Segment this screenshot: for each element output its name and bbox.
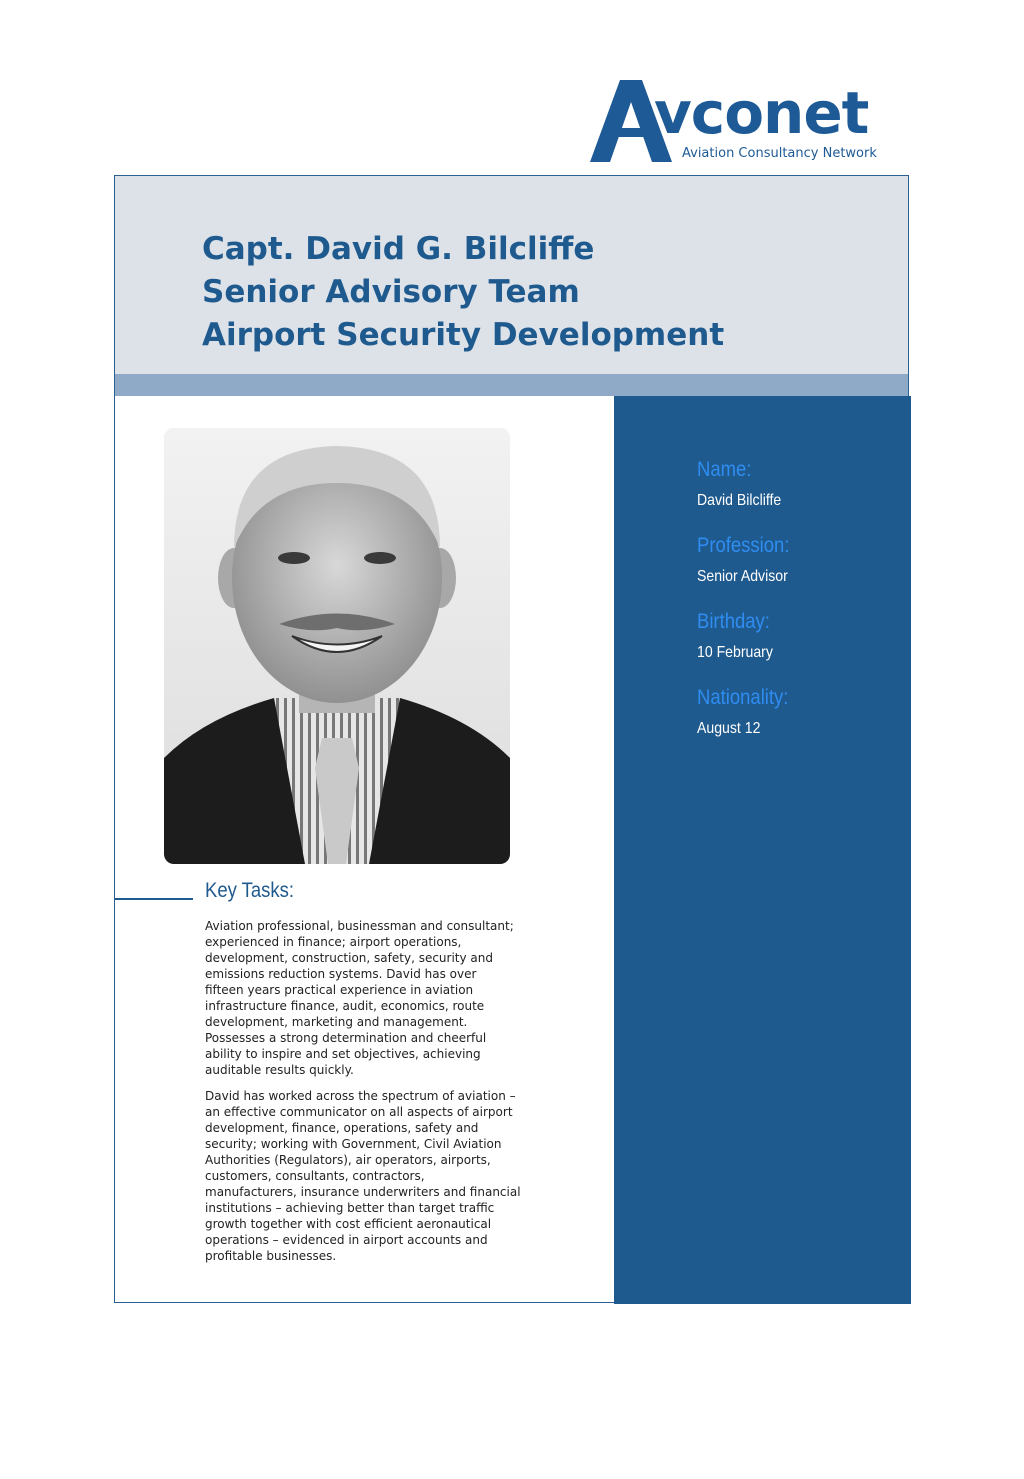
header-divider-band — [115, 374, 908, 396]
profile-photo — [164, 428, 510, 864]
page-title — [202, 228, 724, 357]
profile-card — [114, 175, 909, 1303]
logo-tagline: Aviation Consultancy Network — [682, 146, 877, 161]
key-tasks-paragraph: Aviation professional, businessman and consultant; experienced in finance; airport operations, development, construction, safety, security and emissions reduction systems. David has over fifteen years practical experience in aviation infrastructure finance, audit, economics, route development, marketing and management. Possesses a strong determination and cheerful ability to inspire and set objectives, achieving auditable results quickly. — [205, 919, 514, 1077]
logo-wordmark: vconet — [654, 79, 869, 147]
info-label: Nationality: — [697, 686, 789, 709]
info-value: Senior Advisor — [697, 568, 788, 585]
info-birthday — [697, 609, 897, 663]
key-tasks-paragraph: David has worked across the spectrum of aviation – an effective communicator on all aspects of airport development, finance, operations, safety and security; working with Government, Civil Aviation Authorities (Regulators), air operators, airports, customers, consultants, contractors, manufacturers, insurance underwriters and financial institutions – achieving better than target traffic growth together with cost efficient aeronautical operations – evidenced in airport accounts and profitable businesses. — [205, 1089, 521, 1263]
info-label: Birthday: — [697, 610, 770, 633]
portrait-image — [164, 428, 510, 864]
key-tasks-heading: Key Tasks: — [205, 879, 295, 902]
key-tasks-body — [205, 918, 565, 1274]
header-panel — [115, 176, 908, 374]
info-name — [697, 457, 897, 511]
info-side-panel — [614, 396, 911, 1304]
info-value: August 12 — [697, 720, 761, 737]
info-nationality — [697, 685, 897, 739]
title-line-name: Capt. David G. Bilcliffe — [202, 231, 595, 267]
profile-info — [697, 457, 897, 761]
key-tasks-rule — [115, 898, 193, 900]
info-label: Profession: — [697, 534, 790, 557]
info-value: David Bilcliffe — [697, 492, 782, 509]
info-label: Name: — [697, 458, 752, 481]
title-line-team: Senior Advisory Team — [202, 274, 580, 310]
info-profession — [697, 533, 897, 587]
title-line-role: Airport Security Development — [202, 317, 725, 353]
avconet-logo — [590, 76, 910, 166]
info-value: 10 February — [697, 644, 773, 661]
